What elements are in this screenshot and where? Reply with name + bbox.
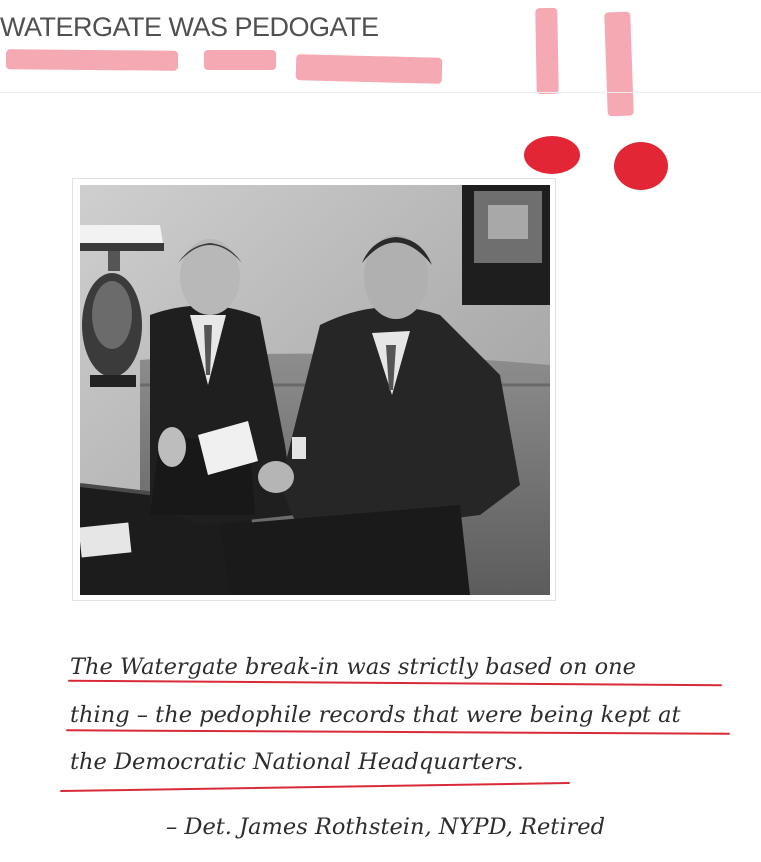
quote-line-2: thing – the pedophile records that were being kept at — [70, 701, 681, 728]
quote — [70, 644, 750, 787]
exclamation-bar-2 — [604, 12, 634, 117]
photograph — [80, 185, 550, 595]
highlight-stroke-1 — [6, 49, 178, 71]
headline: WATERGATE WAS PEDOGATE — [0, 12, 379, 42]
photograph-icon — [80, 185, 550, 595]
quote-line-3: the Democratic National Headquarters. — [70, 749, 524, 775]
exclamation-dot-1 — [524, 136, 580, 174]
attribution: – Det. James Rothstein, NYPD, Retired — [166, 814, 605, 840]
photo-frame — [72, 178, 556, 601]
quote-line-1: The Watergate break-in was strictly based on one — [70, 654, 636, 680]
highlight-stroke-2 — [204, 50, 276, 70]
exclamation-bar-1 — [535, 8, 558, 94]
exclamation-dot-2 — [614, 142, 668, 190]
divider — [0, 92, 761, 93]
highlight-stroke-3 — [296, 54, 443, 84]
